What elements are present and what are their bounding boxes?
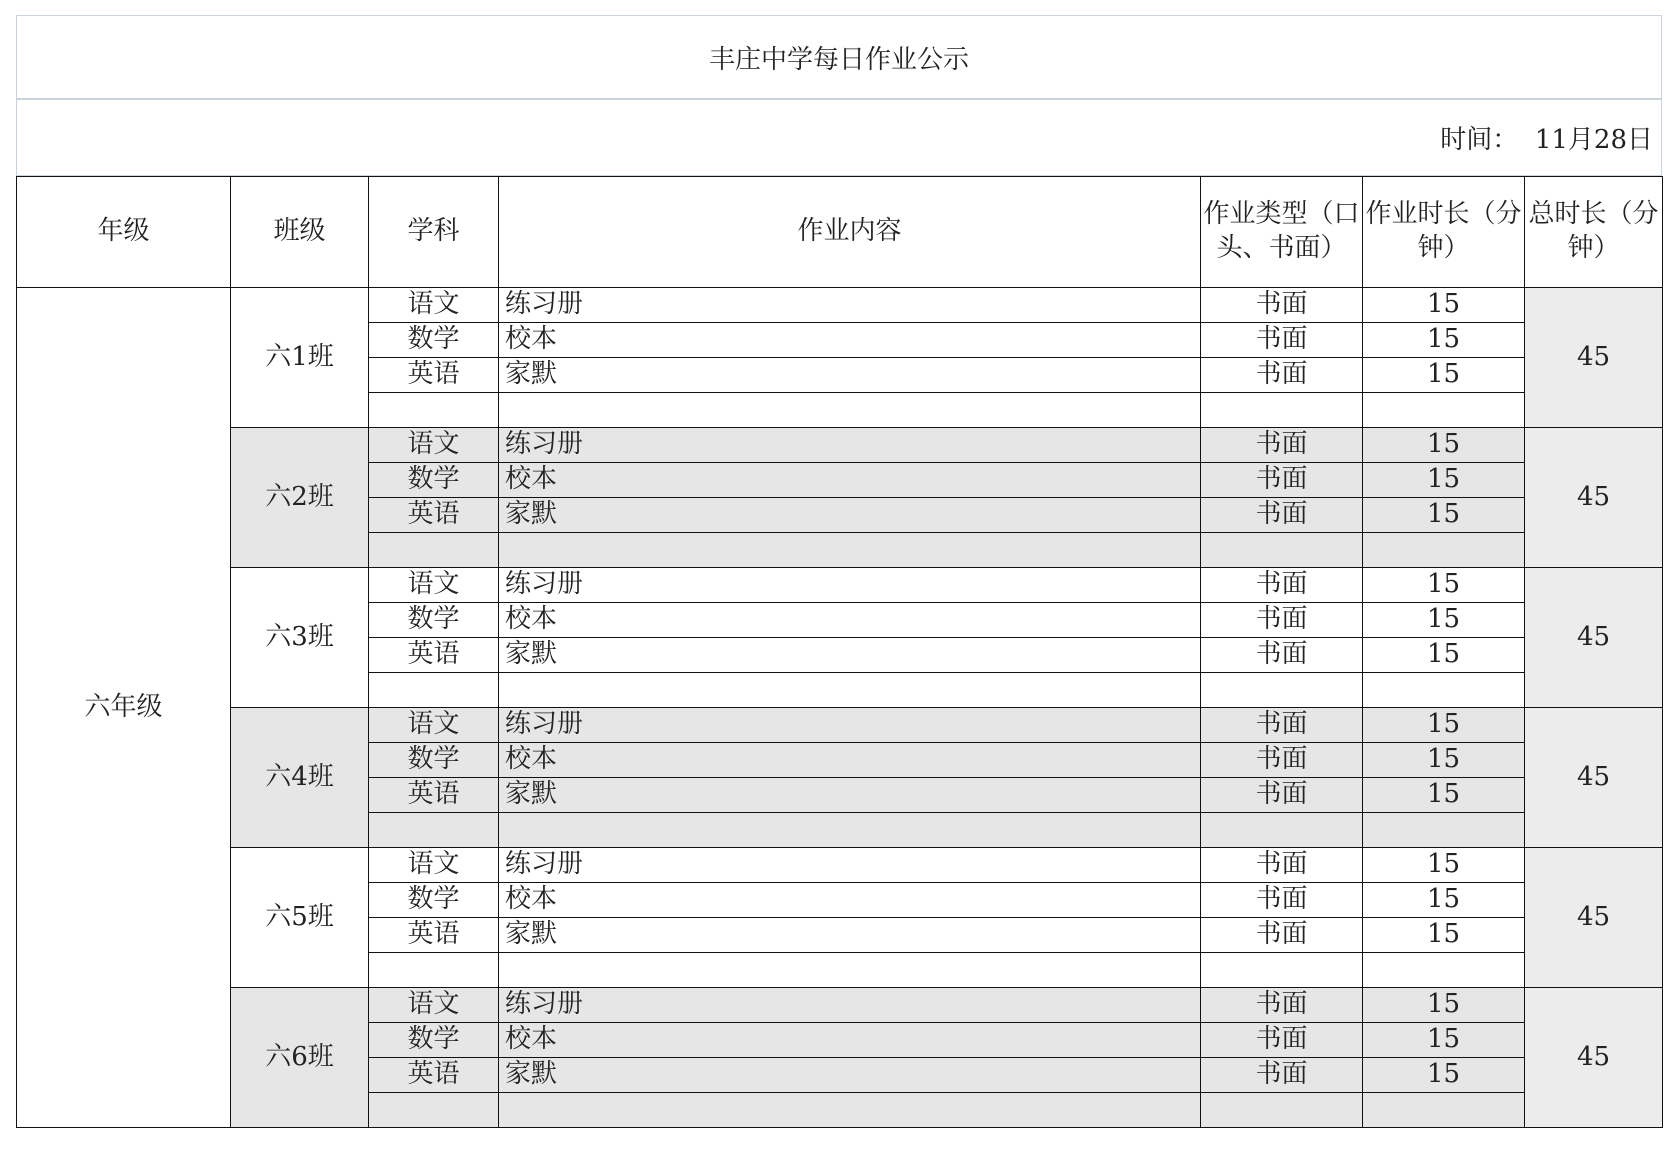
type-cell: 书面 — [1201, 498, 1363, 533]
content-cell: 练习册 — [499, 848, 1201, 883]
subject-cell — [369, 393, 499, 428]
content-cell: 家默 — [499, 1058, 1201, 1093]
total-duration-cell: 45 — [1525, 708, 1663, 848]
header-row — [17, 177, 1663, 288]
content-cell — [499, 393, 1201, 428]
duration-cell: 15 — [1363, 288, 1525, 323]
subject-cell: 数学 — [369, 323, 499, 358]
duration-cell — [1363, 533, 1525, 568]
type-cell — [1201, 533, 1363, 568]
homework-table — [16, 176, 1663, 1128]
header-grade: 年级 — [17, 177, 231, 288]
content-cell: 校本 — [499, 463, 1201, 498]
total-duration-cell: 45 — [1525, 428, 1663, 568]
subject-cell — [369, 813, 499, 848]
date-value: 11月28日 — [1534, 125, 1653, 155]
table-row — [17, 708, 1663, 743]
table-row — [17, 288, 1663, 323]
title-text: 丰庄中学每日作业公示 — [708, 44, 969, 75]
header-subject: 学科 — [369, 177, 499, 288]
type-cell: 书面 — [1201, 288, 1363, 323]
type-cell: 书面 — [1201, 1058, 1363, 1093]
type-cell: 书面 — [1201, 1023, 1363, 1058]
content-cell: 家默 — [499, 778, 1201, 813]
type-cell: 书面 — [1201, 988, 1363, 1023]
content-cell: 家默 — [499, 918, 1201, 953]
table-row — [17, 988, 1663, 1023]
duration-cell: 15 — [1363, 1058, 1525, 1093]
table-row — [17, 848, 1663, 883]
subject-cell: 数学 — [369, 463, 499, 498]
content-cell — [499, 673, 1201, 708]
duration-cell: 15 — [1363, 498, 1525, 533]
type-cell: 书面 — [1201, 358, 1363, 393]
header-duration: 作业时长（分钟） — [1363, 177, 1525, 288]
type-cell — [1201, 953, 1363, 988]
subject-cell — [369, 1093, 499, 1128]
sheet-title — [16, 15, 1662, 98]
type-cell — [1201, 393, 1363, 428]
content-cell: 校本 — [499, 743, 1201, 778]
total-duration-cell: 45 — [1525, 568, 1663, 708]
type-cell: 书面 — [1201, 918, 1363, 953]
total-duration-cell: 45 — [1525, 988, 1663, 1128]
subject-cell: 语文 — [369, 428, 499, 463]
header-content: 作业内容 — [499, 177, 1201, 288]
type-cell: 书面 — [1201, 848, 1363, 883]
header-class: 班级 — [231, 177, 369, 288]
table-row — [17, 568, 1663, 603]
duration-cell: 15 — [1363, 463, 1525, 498]
duration-cell: 15 — [1363, 883, 1525, 918]
content-cell: 家默 — [499, 358, 1201, 393]
content-cell: 练习册 — [499, 568, 1201, 603]
type-cell: 书面 — [1201, 463, 1363, 498]
type-cell: 书面 — [1201, 638, 1363, 673]
class-name-cell: 六1班 — [231, 288, 369, 428]
content-cell — [499, 1093, 1201, 1128]
duration-cell — [1363, 813, 1525, 848]
duration-cell: 15 — [1363, 743, 1525, 778]
class-name-cell: 六3班 — [231, 568, 369, 708]
class-name-cell: 六6班 — [231, 988, 369, 1128]
total-duration-cell: 45 — [1525, 288, 1663, 428]
duration-cell: 15 — [1363, 848, 1525, 883]
table-row — [17, 428, 1663, 463]
subject-cell: 数学 — [369, 603, 499, 638]
class-name-cell: 六4班 — [231, 708, 369, 848]
subject-cell: 语文 — [369, 568, 499, 603]
duration-cell — [1363, 1093, 1525, 1128]
type-cell: 书面 — [1201, 568, 1363, 603]
type-cell: 书面 — [1201, 323, 1363, 358]
subject-cell — [369, 673, 499, 708]
type-cell: 书面 — [1201, 603, 1363, 638]
type-cell: 书面 — [1201, 428, 1363, 463]
subject-cell: 数学 — [369, 743, 499, 778]
duration-cell: 15 — [1363, 358, 1525, 393]
subject-cell: 语文 — [369, 988, 499, 1023]
type-cell — [1201, 813, 1363, 848]
duration-cell: 15 — [1363, 988, 1525, 1023]
type-cell: 书面 — [1201, 883, 1363, 918]
content-cell: 练习册 — [499, 288, 1201, 323]
content-cell — [499, 813, 1201, 848]
subject-cell: 英语 — [369, 638, 499, 673]
subject-cell: 英语 — [369, 358, 499, 393]
type-cell: 书面 — [1201, 778, 1363, 813]
duration-cell: 15 — [1363, 603, 1525, 638]
type-cell: 书面 — [1201, 708, 1363, 743]
duration-cell: 15 — [1363, 918, 1525, 953]
duration-cell — [1363, 673, 1525, 708]
content-cell: 校本 — [499, 603, 1201, 638]
subject-cell — [369, 533, 499, 568]
content-cell: 练习册 — [499, 708, 1201, 743]
content-cell: 家默 — [499, 638, 1201, 673]
header-total: 总时长（分钟） — [1525, 177, 1663, 288]
homework-sheet — [16, 15, 1662, 1128]
type-cell — [1201, 1093, 1363, 1128]
subject-cell: 英语 — [369, 498, 499, 533]
content-cell: 校本 — [499, 323, 1201, 358]
content-cell: 练习册 — [499, 988, 1201, 1023]
duration-cell — [1363, 953, 1525, 988]
duration-cell: 15 — [1363, 1023, 1525, 1058]
subject-cell — [369, 953, 499, 988]
content-cell — [499, 533, 1201, 568]
type-cell — [1201, 673, 1363, 708]
header-type: 作业类型（口头、书面） — [1201, 177, 1363, 288]
duration-cell: 15 — [1363, 323, 1525, 358]
duration-cell: 15 — [1363, 568, 1525, 603]
content-cell: 校本 — [499, 883, 1201, 918]
subject-cell: 语文 — [369, 848, 499, 883]
duration-cell: 15 — [1363, 708, 1525, 743]
date-spacer — [1518, 123, 1535, 153]
duration-cell: 15 — [1363, 638, 1525, 673]
subject-cell: 英语 — [369, 1058, 499, 1093]
class-name-cell: 六5班 — [231, 848, 369, 988]
table-body — [17, 288, 1663, 1128]
subject-cell: 数学 — [369, 883, 499, 918]
type-cell: 书面 — [1201, 743, 1363, 778]
class-name-cell: 六2班 — [231, 428, 369, 568]
subject-cell: 语文 — [369, 708, 499, 743]
duration-cell: 15 — [1363, 428, 1525, 463]
duration-cell — [1363, 393, 1525, 428]
date-label: 时间： — [1440, 125, 1519, 155]
grade-cell: 六年级 — [17, 288, 231, 1128]
subject-cell: 英语 — [369, 778, 499, 813]
content-cell: 练习册 — [499, 428, 1201, 463]
content-cell: 家默 — [499, 498, 1201, 533]
subject-cell: 语文 — [369, 288, 499, 323]
content-cell: 校本 — [499, 1023, 1201, 1058]
date-row — [16, 98, 1662, 176]
subject-cell: 数学 — [369, 1023, 499, 1058]
content-cell — [499, 953, 1201, 988]
duration-cell: 15 — [1363, 778, 1525, 813]
total-duration-cell: 45 — [1525, 848, 1663, 988]
subject-cell: 英语 — [369, 918, 499, 953]
